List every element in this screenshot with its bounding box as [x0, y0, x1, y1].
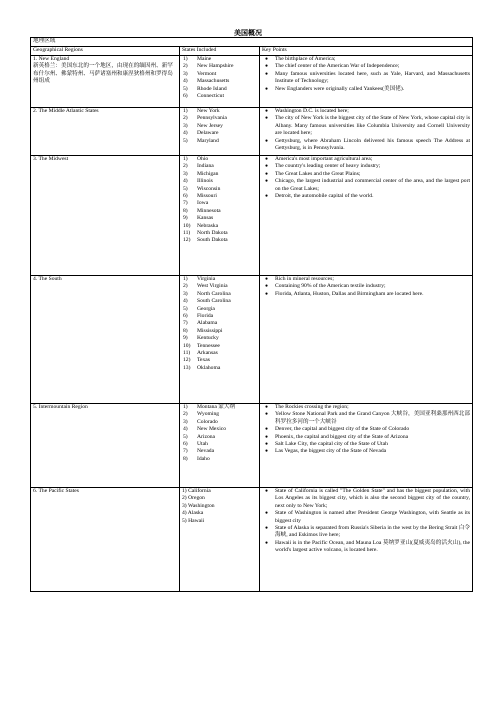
key-point: ● Chicago, the largest industrial and commercial center of the area, and the largest port on the Great Lakes; [275, 178, 470, 193]
region-name: 6. The Pacific States [33, 488, 79, 494]
key-point: ● The city of New York is the biggest city of the State of New York, whose capital city is Albany. Many famous universities like Columbia University and Cornell University are located here; [275, 115, 470, 137]
key-point: ● The Great Lakes and the Great Plains; [275, 171, 470, 178]
state-item: 4) Alaska [182, 510, 204, 517]
key-point: ● Denver, the capital and biggest city of the State of Colorado [275, 426, 470, 433]
table-row [31, 404, 473, 488]
regions-table [30, 37, 473, 592]
state-item: 4) Delaware [183, 130, 219, 137]
key-point: ● Many famous universities located here, such as Yale, Harvard, and Massachusetts Institute of Technology; [275, 71, 470, 86]
key-point: ● Yellow Stone National Park and the Grand Canyon 大峡谷，美国亚利桑那州西北部科罗拉多河的一个大峡谷 [275, 411, 470, 426]
key-points-list [262, 156, 470, 200]
state-item: 4) Massachusetts [183, 78, 230, 85]
key-points-cell [260, 56, 473, 108]
region-name: 1. New England [33, 56, 70, 62]
key-point: ● The birthplace of America; [275, 56, 470, 63]
key-point: ● Gettysburg, where Abraham Lincoln delivered his famous speech The Address at Gettysburg, is in Pennsylvania. [275, 138, 470, 153]
key-point: ● New Englanders were originally called Yankees(美国佬). [275, 86, 470, 93]
states-cell [180, 276, 260, 404]
state-item: 11) North Dakota [183, 230, 228, 237]
table-row [31, 276, 473, 404]
states-list [182, 276, 257, 372]
state-item: 5) Georgia [183, 305, 215, 312]
state-item: 10) Nebraska [183, 222, 219, 229]
table-row [31, 108, 473, 156]
states-cell [180, 108, 260, 156]
states-cell [180, 56, 260, 108]
key-point: ● The Rockies crossing the region; [275, 404, 470, 411]
state-item: 9) Kentucky [183, 335, 219, 342]
header-regions: Geographical Regions [31, 47, 180, 56]
state-item: 12) Texas [183, 357, 210, 364]
state-item: 3) New Jersey [183, 122, 223, 129]
state-item: 1) New York [183, 108, 220, 114]
region-name: 2. The Middle Atlantic States [33, 108, 99, 114]
key-point: ● Hawaii is in the Pacific Ocean, and Mauna Loa 莫纳罗亚山(夏威夷岛的活火山), the world's largest active volcano, is located here. [275, 540, 470, 555]
key-points-cell [260, 488, 473, 592]
state-item: 4) New Mexico [183, 426, 227, 433]
states-list [182, 488, 257, 525]
table-header-row [31, 47, 473, 56]
table-row [31, 56, 473, 108]
state-item: 6) Connecticut [183, 93, 225, 100]
table-row [31, 488, 473, 592]
key-points-cell [260, 156, 473, 276]
key-point: ● The chief center of the American War of Independence; [275, 63, 470, 70]
state-item: 1) Virginia [183, 276, 216, 282]
state-item: 10) Tennessee [183, 342, 220, 349]
states-cell [180, 404, 260, 488]
state-item: 2) Wyoming [183, 411, 220, 418]
key-points-list [262, 488, 470, 555]
region-cell [31, 56, 180, 108]
key-point: ● Detroit, the automobile capital of the world. [275, 193, 470, 200]
key-point: ● Florida, Atlanta, Huston, Dallas and Birmingham are located here. [275, 291, 470, 298]
region-note: 新英格兰：美国东北的一个地区，由现在的缅因州、新罕布什尔州、佛蒙特州、马萨诸塞州和康涅狄格州和罗得岛州组成 [33, 63, 173, 85]
state-item: 7) Alabama [183, 320, 218, 327]
state-item: 3) Vermont [183, 70, 217, 77]
key-point: ● The country's leading center of heavy industry; [275, 163, 470, 170]
section-heading-row [31, 38, 473, 47]
key-point: ● Rich in mineral resources; [275, 276, 470, 283]
region-cell [31, 488, 180, 592]
state-item: 3) Washington [182, 502, 215, 509]
state-item: 11) Arkansas [183, 350, 218, 357]
key-point: ● Salt Lake City, the capital city of the State of Utah [275, 441, 470, 448]
region-name: 4. The South [33, 276, 62, 282]
state-item: 5) Hawaii [182, 517, 205, 524]
state-item: 1) California [182, 488, 211, 494]
state-item: 5) Maryland [183, 137, 219, 144]
state-item: 4) Illinois [183, 178, 213, 185]
state-item: 6) Missouri [183, 193, 217, 200]
key-point: ● State of Washington is named after President George Washington, with Seattle as its biggest city [275, 510, 470, 525]
header-key-points: Key Points [260, 47, 473, 56]
state-item: 7) Iowa [183, 200, 209, 207]
state-item: 5) Arizona [183, 433, 216, 440]
region-cell [31, 108, 180, 156]
key-points-list [262, 404, 470, 456]
state-item: 2) Oregon [182, 495, 205, 502]
state-item: 2) Indiana [183, 163, 214, 170]
header-states: States Included [180, 47, 260, 56]
state-item: 2) West Virginia [183, 283, 228, 290]
section-heading: 地理区域 [31, 38, 473, 47]
key-point: ● Las Vegas, the biggest city of the State of Nevada [275, 448, 470, 455]
key-point: ● Phoenix, the capital and biggest city of the State of Arizona [275, 434, 470, 441]
state-item: 9) Kansas [183, 215, 214, 222]
key-point: ● State of Alaska is separated from Russia's Siberia in the west by the Bering Strait 白令海峡, and Eskimos live here; [275, 525, 470, 540]
key-points-cell [260, 404, 473, 488]
region-cell [31, 156, 180, 276]
states-cell [180, 488, 260, 592]
key-points-list [262, 276, 470, 298]
states-cell [180, 156, 260, 276]
key-point: ● Containing 90% of the American textile industry; [275, 283, 470, 290]
state-item: 3) Michigan [183, 170, 219, 177]
region-name: 3. The Midwest [33, 156, 69, 162]
table-row [31, 156, 473, 276]
state-item: 7) Nevada [183, 448, 215, 455]
state-item: 1) Maine [183, 56, 212, 62]
page-title: 美国概况 [234, 29, 262, 37]
region-cell [31, 404, 180, 488]
state-item: 6) Utah [183, 441, 208, 448]
state-item: 3) North Carolina [183, 290, 231, 297]
key-point: ● America's most important agricultural area; [275, 156, 470, 163]
state-item: 8) Minnesota [183, 207, 221, 214]
state-item: 4) South Carolina [183, 298, 231, 305]
states-list [182, 156, 257, 245]
state-item: 8) Mississippi [183, 327, 223, 334]
state-item: 3) Colorado [183, 418, 218, 425]
states-list [182, 404, 257, 463]
state-item: 2) New Hampshire [183, 63, 234, 70]
state-item: 12) South Dakota [183, 237, 228, 244]
state-item: 6) Florida [183, 313, 214, 320]
state-item: 2) Pennsylvania [183, 115, 227, 122]
key-point: ● State of California is called "The Golden State" and has the biggest population, with Los Angeles as its biggest city, which is also the second biggest city of the country, next only to New York; [275, 488, 470, 510]
state-item: 13) Oklahoma [183, 364, 221, 371]
state-item: 8) Idaho [183, 455, 210, 462]
key-points-list [262, 56, 470, 93]
states-list [182, 108, 257, 145]
state-item: 1) Montana 蒙大纳 [183, 404, 236, 410]
key-point: ● Washington D.C. is located here; [275, 108, 470, 115]
region-cell [31, 276, 180, 404]
key-points-list [262, 108, 470, 152]
state-item: 1) Ohio [183, 156, 209, 162]
key-points-cell [260, 276, 473, 404]
state-item: 5) Rhode Island [183, 85, 227, 92]
region-name: 5. Intermountain Region [33, 404, 88, 410]
states-list [182, 56, 257, 100]
state-item: 5) Wisconsin [183, 185, 221, 192]
key-points-cell [260, 108, 473, 156]
